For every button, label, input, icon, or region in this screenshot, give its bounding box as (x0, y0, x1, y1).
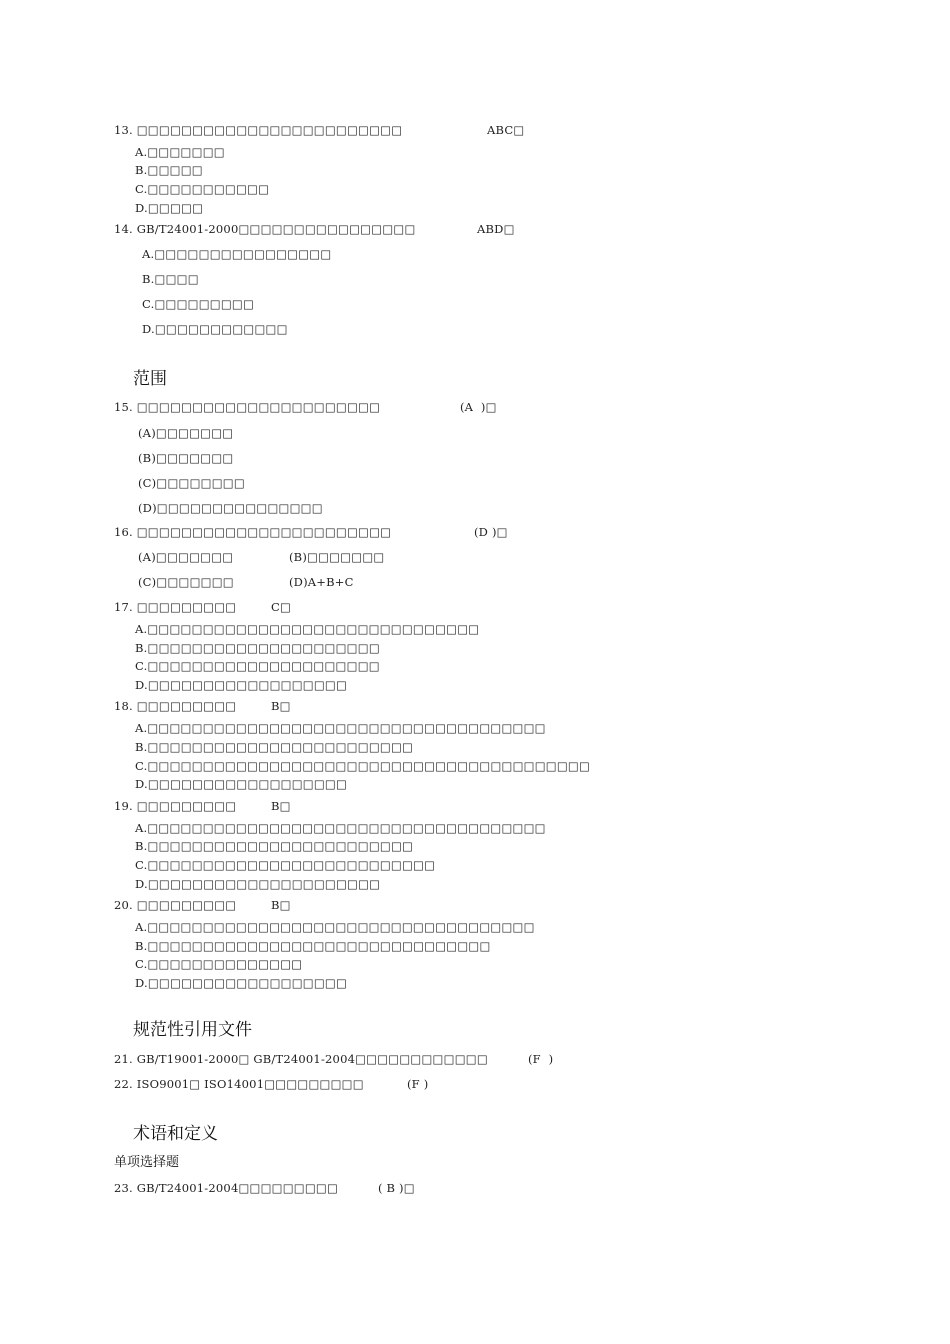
question-19-option-b: B.□□□□□□□□□□□□□□□□□□□□□□□□ (135, 839, 414, 853)
question-22-answer: (F ) (407, 1077, 429, 1091)
question-19-answer: B□ (271, 799, 291, 813)
question-18-option-a: A.□□□□□□□□□□□□□□□□□□□□□□□□□□□□□□□□□□□□ (135, 721, 546, 735)
question-15-option-a: (A)□□□□□□□ (138, 426, 234, 440)
question-19-option-d: D.□□□□□□□□□□□□□□□□□□□□□ (135, 877, 381, 891)
question-18-stem: 18. □□□□□□□□□ (114, 699, 237, 713)
question-14-answer: ABD□ (477, 222, 515, 236)
question-17-stem: 17. □□□□□□□□□ (114, 600, 237, 614)
question-18-option-c: C.□□□□□□□□□□□□□□□□□□□□□□□□□□□□□□□□□□□□□□□□ (135, 759, 591, 773)
question-20-option-c: C.□□□□□□□□□□□□□□ (135, 957, 303, 971)
question-17-option-c: C.□□□□□□□□□□□□□□□□□□□□□ (135, 659, 380, 673)
question-15-option-d: (D)□□□□□□□□□□□□□□□ (138, 501, 323, 515)
question-20-answer: B□ (271, 898, 291, 912)
question-17-answer: C□ (271, 600, 292, 614)
question-13-stem: 13. □□□□□□□□□□□□□□□□□□□□□□□□ (114, 123, 403, 137)
question-15-option-b: (B)□□□□□□□ (138, 451, 234, 465)
question-13-answer: ABC□ (487, 123, 525, 137)
question-20-option-a: A.□□□□□□□□□□□□□□□□□□□□□□□□□□□□□□□□□□□ (135, 920, 535, 934)
question-16-answer: (D )□ (474, 525, 508, 539)
question-15-option-c: (C)□□□□□□□□ (138, 476, 245, 490)
question-14-option-d: D.□□□□□□□□□□□□ (142, 322, 288, 336)
section-heading-normative-references: 规范性引用文件 (133, 1020, 252, 1040)
question-21-answer: (F ) (528, 1052, 554, 1066)
question-14-option-b: B.□□□□ (142, 272, 199, 286)
question-15-stem: 15. □□□□□□□□□□□□□□□□□□□□□□ (114, 400, 381, 414)
question-13-option-d: D.□□□□□ (135, 201, 204, 215)
question-18-option-b: B.□□□□□□□□□□□□□□□□□□□□□□□□ (135, 740, 414, 754)
question-15-answer: (A )□ (460, 400, 497, 414)
question-19-option-a: A.□□□□□□□□□□□□□□□□□□□□□□□□□□□□□□□□□□□□ (135, 821, 546, 835)
question-17-option-a: A.□□□□□□□□□□□□□□□□□□□□□□□□□□□□□□ (135, 622, 480, 636)
question-16-option-d: (D)A+B+C (289, 575, 354, 589)
question-20-option-b: B.□□□□□□□□□□□□□□□□□□□□□□□□□□□□□□□ (135, 939, 491, 953)
question-17-option-b: B.□□□□□□□□□□□□□□□□□□□□□ (135, 641, 380, 655)
question-23-stem: 23. GB/T24001-2004□□□□□□□□□ (114, 1181, 339, 1195)
question-21-stem: 21. GB/T19001-2000□ GB/T24001-2004□□□□□□□□□□□□ (114, 1052, 488, 1066)
question-13-option-c: C.□□□□□□□□□□□ (135, 182, 270, 196)
question-19-option-c: C.□□□□□□□□□□□□□□□□□□□□□□□□□□ (135, 858, 436, 872)
question-13-option-b: B.□□□□□ (135, 163, 203, 177)
question-14-option-a: A.□□□□□□□□□□□□□□□□ (142, 247, 332, 261)
section-heading-terms-definitions: 术语和定义 (133, 1124, 218, 1144)
question-17-option-d: D.□□□□□□□□□□□□□□□□□□ (135, 678, 348, 692)
question-19-stem: 19. □□□□□□□□□ (114, 799, 237, 813)
question-13-option-a: A.□□□□□□□ (135, 145, 225, 159)
question-20-stem: 20. □□□□□□□□□ (114, 898, 237, 912)
question-14-option-c: C.□□□□□□□□□ (142, 297, 255, 311)
question-14-stem: 14. GB/T24001-2000□□□□□□□□□□□□□□□□ (114, 222, 416, 236)
question-18-answer: B□ (271, 699, 291, 713)
subheading-single-choice: 单项选择题 (114, 1155, 180, 1170)
question-20-option-d: D.□□□□□□□□□□□□□□□□□□ (135, 976, 348, 990)
question-23-answer: ( B )□ (378, 1181, 415, 1195)
question-16-option-a: (A)□□□□□□□ (138, 550, 234, 564)
question-22-stem: 22. ISO9001□ ISO14001□□□□□□□□□ (114, 1077, 364, 1091)
question-16-option-b: (B)□□□□□□□ (289, 550, 385, 564)
question-18-option-d: D.□□□□□□□□□□□□□□□□□□ (135, 777, 348, 791)
question-16-stem: 16. □□□□□□□□□□□□□□□□□□□□□□□ (114, 525, 392, 539)
question-16-option-c: (C)□□□□□□□ (138, 575, 234, 589)
section-heading-scope: 范围 (133, 369, 167, 389)
